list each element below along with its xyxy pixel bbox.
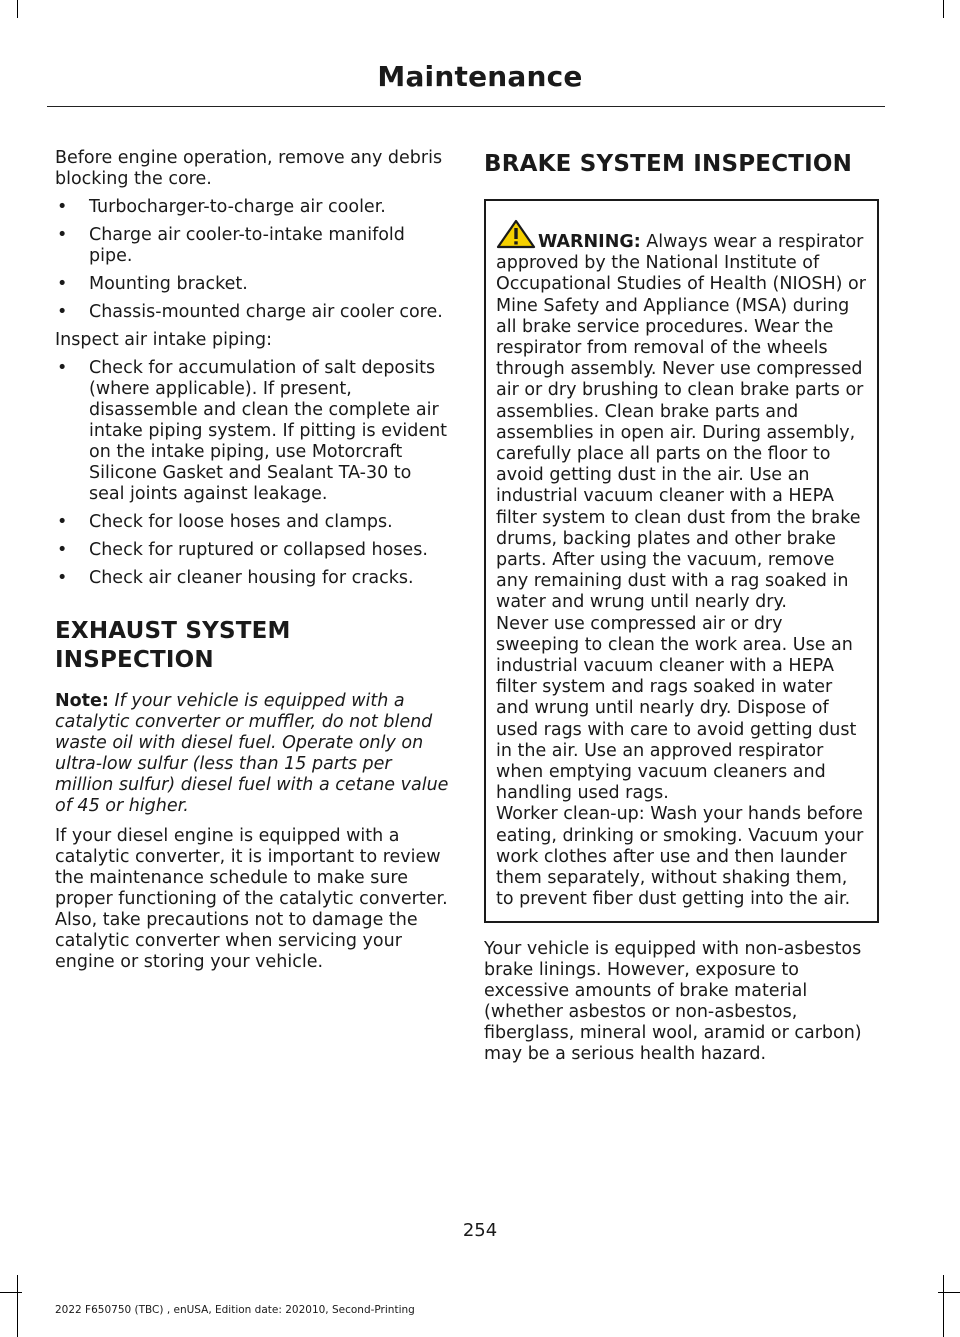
page-number: 254 [462,1220,498,1241]
list-item: • Check for accumulation of salt deposits (where applicable). If present, disassemble and clean the complete air intake piping system. If pitting is evident on the intake piping, use Motorcraft Silicone Gasket and Sealant TA-30 to seal joints against leakage. [55,358,450,505]
catalytic-paragraph: If your diesel engine is equipped with a catalytic converter, it is important to review the maintenance schedule to make sure proper functioning of the catalytic converter. Also, take precautions not to damage the catalytic converter when servicing your engine or storing your vehicle. [55,826,448,972]
list-item: • Turbocharger-to-charge air cooler. [55,197,450,218]
crop-mark [0,1292,22,1293]
intro-paragraph: Before engine operation, remove any debris blocking the core. [55,148,443,189]
warning-paragraph-3: Worker clean-up: Wash your hands before eating, drinking or smoking. Vacuum your work clothes after use and then launder them separately, without shaking them, to prevent fiber dust getting into the air. [496,804,864,910]
list-item: • Mounting bracket. [55,274,450,295]
inspect-list [55,358,450,589]
warning-paragraph-1 [496,219,869,614]
crop-mark [17,0,18,18]
brake-heading: BRAKE SYSTEM INSPECTION [484,151,853,177]
crop-mark [938,1292,960,1293]
exhaust-heading-line-2: INSPECTION [55,647,214,673]
warning-paragraph-2: Never use compressed air or dry sweeping to clean the work area. Use an industrial vacuum cleaner with a HEPA filter system and rags soaked in water and wrung until nearly dry. Dispose of used rags with care to avoid getting dust in the air. Use an approved respirator when emptying vacuum cleaners and handling used rags. [496,613,857,804]
warning-text-1: Always wear a respirator approved by the National Institute of Occupational Studies of Health (NIOSH) or Mine Safety and Appliance (MSA) during all brake service procedures. Wear the respirator from removal of the wheels through assembly. Never use compressed air or dry brushing to clean brake parts or assemblies. Clean brake parts and assemblies in open air. During assembly, carefully place all parts on the floor to avoid getting dust in the air. Use an industrial vacuum cleaner with a HEPA filter system to clean dust from the brake drums, backing plates and other brake parts. After using the vacuum, remove any remaining dust with a rag soaked in water and wrung until nearly dry. [496,232,866,613]
footer-text: 2022 F650750 (TBC) , enUSA, Edition date: 202010, Second-Printing [55,1304,415,1316]
page-title: Maintenance [377,60,583,93]
note-text: If your vehicle is equipped with a catalytic converter or muffler, do not blend waste oil with diesel fuel. Operate only on ultra-low sulfur (less than 15 parts per million sulfur) diesel fuel with a cetane value of 45 or higher. [55,691,449,816]
warning-triangle-icon [496,219,536,249]
warning-label: WARNING: [538,232,641,252]
left-column [55,148,450,973]
note-paragraph [55,691,450,817]
crop-mark [943,0,944,18]
linings-paragraph: Your vehicle is equipped with non-asbestos brake linings. However, exposure to excessive amounts of brake material (whether asbestos or non-asbestos, fiberglass, mineral wool, aramid or carbon) may be a serious health hazard. [484,938,862,1064]
note-label: Note: [55,691,109,711]
warning-box [484,199,879,923]
list-item: • Charge air cooler-to-intake manifold pipe. [55,225,450,267]
list-item: • Chassis-mounted charge air cooler core. [55,302,450,323]
list-item: • Check for loose hoses and clamps. [55,512,450,533]
inspect-intro: Inspect air intake piping: [55,330,273,350]
crop-mark [943,1275,944,1337]
right-column [484,148,879,1065]
list-item: • Check air cleaner housing for cracks. [55,568,450,589]
header-divider [47,106,885,107]
exhaust-heading-line-1: EXHAUST SYSTEM [55,618,291,644]
crop-mark [17,1275,18,1337]
core-list [55,197,450,323]
list-item: • Check for ruptured or collapsed hoses. [55,540,450,561]
